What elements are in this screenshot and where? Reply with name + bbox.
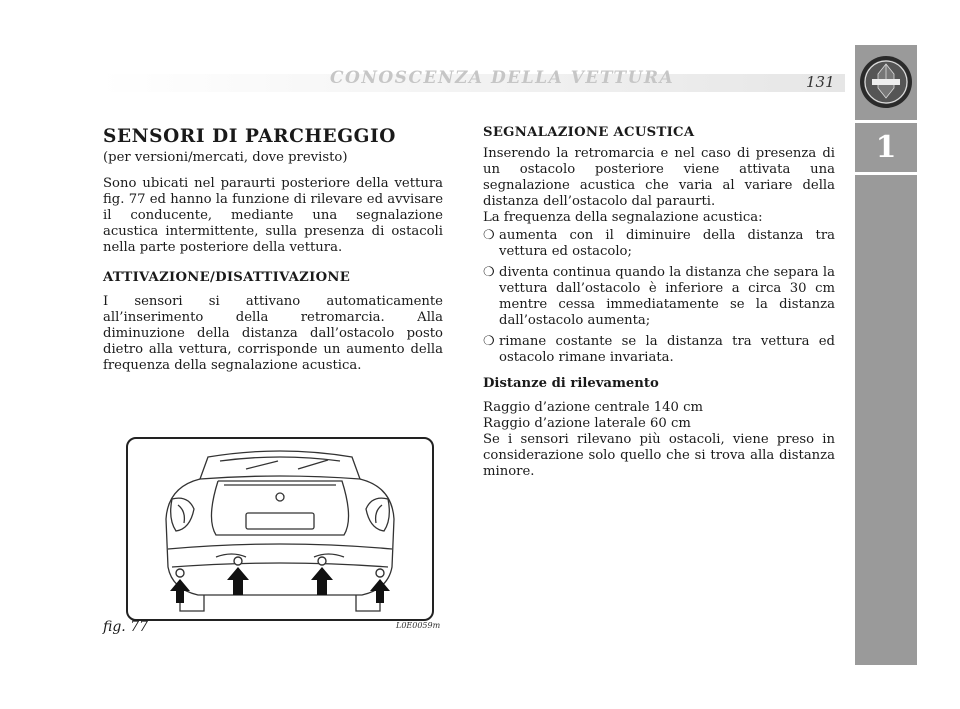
frequency-intro: La frequenza della segnalazione acustica: <box>483 210 763 225</box>
rear-car-drawing <box>128 439 432 619</box>
list-item: ❍ rimane costante se la distanza tra vettura ed ostacolo rimane invariata. <box>483 334 835 365</box>
lateral-range: Raggio d’azione laterale 60 cm <box>483 416 691 431</box>
figure-rear-car-illustration <box>126 437 434 621</box>
detection-heading: Distanze di rilevamento <box>483 376 659 391</box>
section-title: SENSORI DI PARCHEGGIO <box>103 126 397 147</box>
lancia-logo-icon <box>858 54 914 110</box>
section-subtitle: (per versioni/mercati, dove previsto) <box>103 150 348 165</box>
chapter-number: 1 <box>875 130 897 165</box>
bullet-circle-icon: ❍ <box>483 334 495 349</box>
side-divider <box>855 172 917 175</box>
central-range: Raggio d’azione centrale 140 cm <box>483 400 704 415</box>
multiple-obstacles-note: Se i sensori rilevano più ostacoli, viene preso in considerazione solo quello che si trova alla distanza minore. <box>483 432 835 479</box>
side-divider <box>855 120 917 123</box>
figure-code: L0E0059m <box>396 621 441 630</box>
activation-paragraph: I sensori si attivano automaticamente all’inserimento della retromarcia. Alla diminuzione della distanza dall’ostacolo posto dietro alla vettura, corrisponde un aumento della frequenza della segnalazione acustica. <box>103 294 443 373</box>
acoustic-heading: SEGNALAZIONE ACUSTICA <box>483 125 695 140</box>
list-item: ❍ diventa continua quando la distanza che separa la vettura dall’ostacolo è inferiore a circa 30 cm mentre cessa immediatamente se la distanza dall’ostacolo aumenta; <box>483 265 835 328</box>
right-column <box>483 125 835 480</box>
acoustic-paragraph: Inserendo la retromarcia e nel caso di presenza di un ostacolo posteriore viene attivata una segnalazione acustica che varia al variare della distanza dell’ostacolo dal paraurti. <box>483 146 835 209</box>
left-column <box>103 126 443 374</box>
list-item: ❍ aumenta con il diminuire della distanza tra vettura ed ostacolo; <box>483 228 835 259</box>
intro-paragraph: Sono ubicati nel paraurti posteriore della vettura fig. 77 ed hanno la funzione di rilevare ed avvisare il conducente, mediante una segnalazione acustica intermittente, sulla presenza di ostacoli nella parte posteriore della vettura. <box>103 176 443 255</box>
figure-caption: fig. 77 <box>103 619 149 635</box>
bullet-circle-icon: ❍ <box>483 228 495 243</box>
activation-heading: ATTIVAZIONE/DISATTIVAZIONE <box>103 270 351 285</box>
bullet-circle-icon: ❍ <box>483 265 495 280</box>
running-header-title: CONOSCENZA DELLA VETTURA <box>330 68 675 88</box>
page-number: 131 <box>806 73 835 91</box>
frequency-list <box>483 228 835 366</box>
